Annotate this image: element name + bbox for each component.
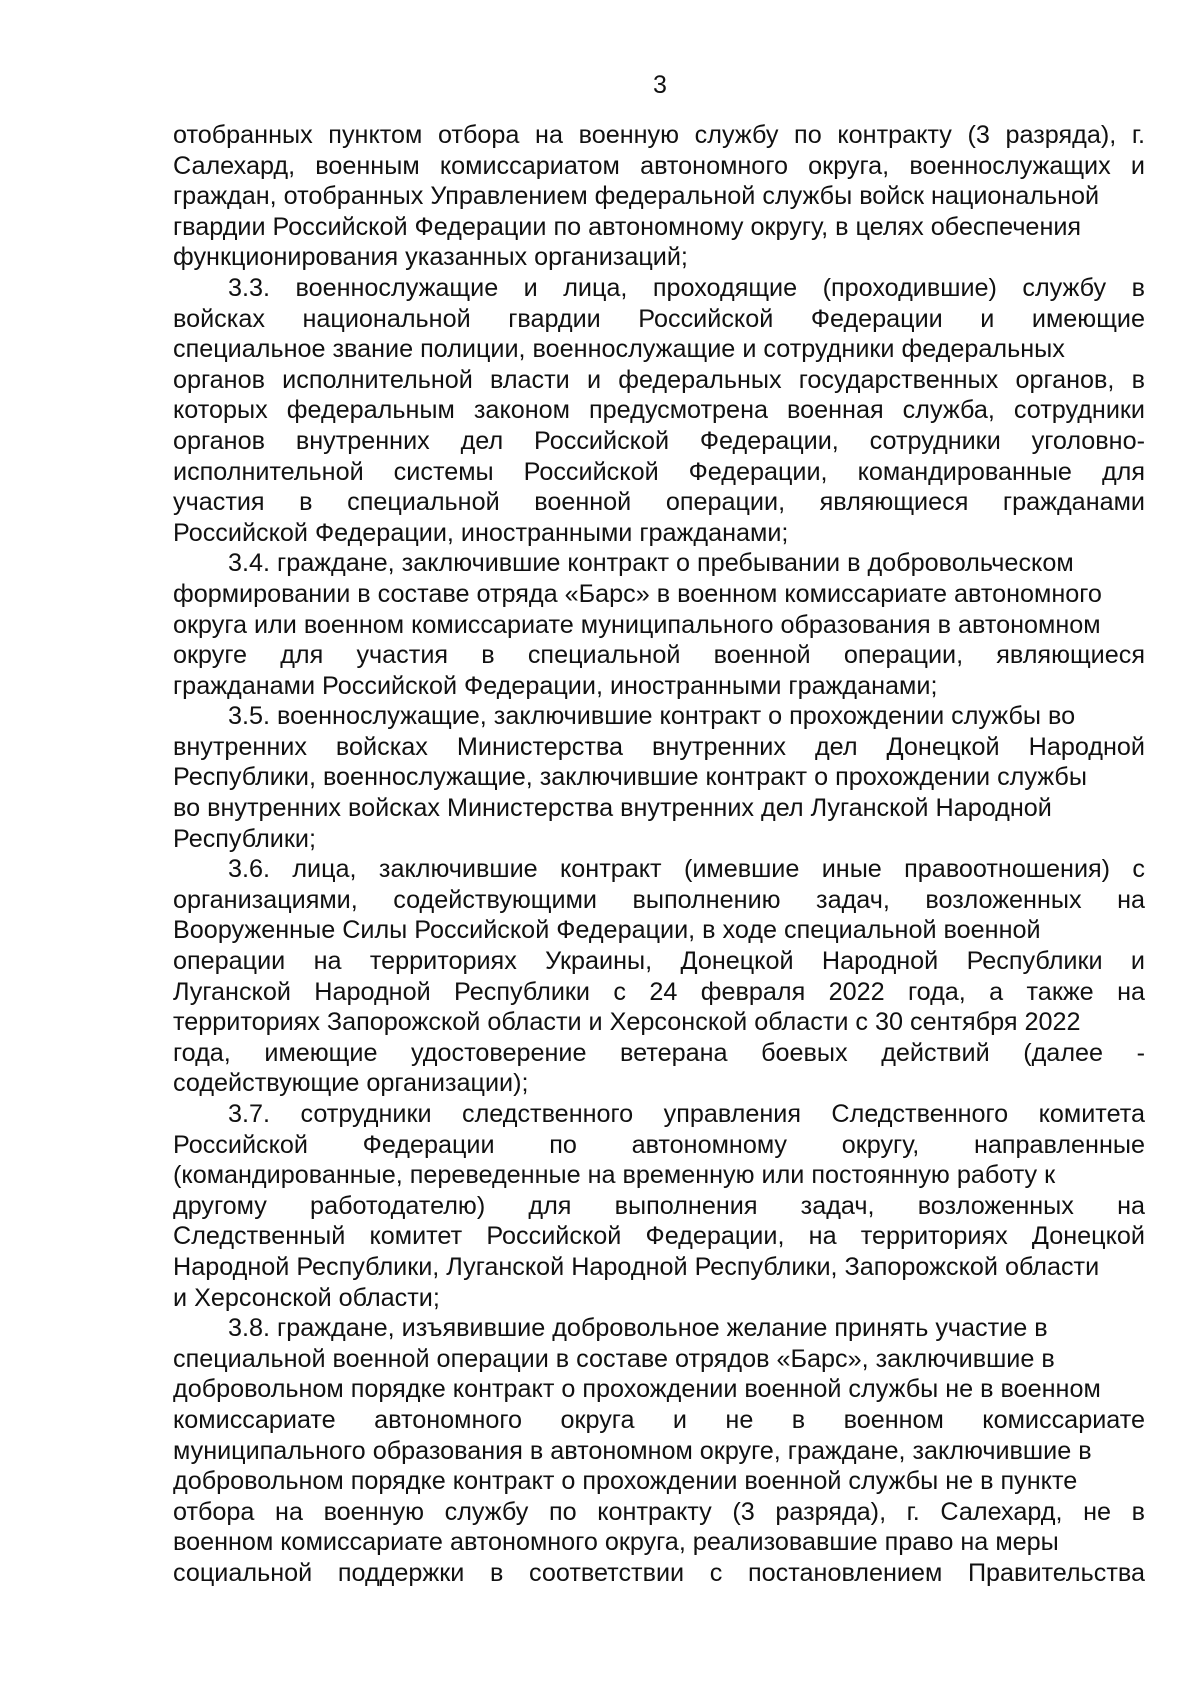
text-line: Российской Федерации, иностранными гражданами; xyxy=(173,518,789,547)
text-line: отобранных пунктом отбора на военную службу по контракту (3 разряда), г. xyxy=(173,121,1145,149)
text-line: территориях Запорожской области и Херсонской области с 30 сентября 2022 xyxy=(173,1008,1081,1037)
text-line: Республики; xyxy=(173,824,316,853)
text-line: которых федеральным законом предусмотрена военная служба, сотрудники xyxy=(173,396,1145,425)
text-line: комиссариате автономного округа и не в военном комиссариате xyxy=(173,1405,1145,1434)
text-line: гражданами Российской Федерации, иностранными гражданами; xyxy=(173,671,938,700)
text-line: операции на территориях Украины, Донецкой Народной Республики и xyxy=(173,947,1145,976)
text-line: Российской Федерации по автономному округу, направленные xyxy=(173,1130,1145,1159)
text-line: войсках национальной гвардии Российской Федерации и имеющие xyxy=(173,304,1145,333)
text-line: Луганской Народной Республики с 24 февраля 2022 года, а также на xyxy=(173,977,1145,1006)
text-line: специальное звание полиции, военнослужащие и сотрудники федеральных xyxy=(173,335,1065,364)
text-line: во внутренних войсках Министерства внутренних дел Луганской Народной xyxy=(173,794,1052,823)
page-number: 3 xyxy=(653,71,667,99)
text-line: военном комиссариате автономного округа, реализовавшие право на меры xyxy=(173,1528,1059,1557)
text-line: округа или военном комиссариате муниципального образования в автономном xyxy=(173,610,1101,639)
text-line: Салехард, военным комиссариатом автономного округа, военнослужащих и xyxy=(173,151,1145,180)
text-line: 3.6. лица, заключившие контракт (имевшие иные правоотношения) с xyxy=(228,855,1145,884)
text-line: 3.4. граждане, заключившие контракт о пребывании в добровольческом xyxy=(228,549,1074,578)
text-line: органов внутренних дел Российской Федерации, сотрудники уголовно- xyxy=(173,426,1145,455)
text-line: и Херсонской области; xyxy=(173,1283,440,1312)
text-line: исполнительной системы Российской Федерации, командированные для xyxy=(173,457,1145,486)
text-line: организациями, содействующими выполнению задач, возложенных на xyxy=(173,885,1145,914)
text-line: социальной поддержки в соответствии с постановлением Правительства xyxy=(173,1558,1145,1587)
document-body xyxy=(173,120,1145,1589)
text-line: года, имеющие удостоверение ветерана боевых действий (далее - xyxy=(173,1038,1145,1067)
text-line: 3.5. военнослужащие, заключившие контракт о прохождении службы во xyxy=(228,702,1076,731)
text-line: отбора на военную службу по контракту (3 разряда), г. Салехард, не в xyxy=(173,1497,1145,1526)
text-line: муниципального образования в автономном округе, граждане, заключившие в xyxy=(173,1436,1092,1465)
text-line: функционирования указанных организаций; xyxy=(173,243,688,272)
text-line: добровольном порядке контракт о прохождении военной службы не в пункте xyxy=(173,1467,1078,1496)
text-line: Вооруженные Силы Российской Федерации, в ходе специальной военной xyxy=(173,916,1041,945)
text-line: Республики, военнослужащие, заключившие контракт о прохождении службы xyxy=(173,763,1087,792)
text-line: Следственный комитет Российской Федерации, на территориях Донецкой xyxy=(173,1222,1145,1251)
text-line: 3.7. сотрудники следственного управления Следственного комитета xyxy=(228,1100,1145,1128)
text-line: внутренних войсках Министерства внутренних дел Донецкой Народной xyxy=(173,732,1145,761)
text-line: гвардии Российской Федерации по автономному округу, в целях обеспечения xyxy=(173,212,1082,241)
text-line: 3.3. военнослужащие и лица, проходящие (проходившие) службу в xyxy=(228,273,1145,302)
text-line: формировании в составе отряда «Барс» в военном комиссариате автономного xyxy=(173,579,1102,608)
text-line: специальной военной операции в составе отрядов «Барс», заключившие в xyxy=(173,1344,1055,1373)
text-line: округе для участия в специальной военной операции, являющиеся xyxy=(173,641,1145,670)
text-line: другому работодателю) для выполнения задач, возложенных на xyxy=(173,1191,1145,1220)
text-line: 3.8. граждане, изъявившие добровольное желание принять участие в xyxy=(228,1314,1048,1343)
text-line: содействующие организации); xyxy=(173,1069,529,1098)
text-line: органов исполнительной власти и федеральных государственных органов, в xyxy=(173,365,1145,394)
text-line: Народной Республики, Луганской Народной Республики, Запорожской области xyxy=(173,1252,1100,1281)
text-line: добровольном порядке контракт о прохождении военной службы не в военном xyxy=(173,1375,1101,1404)
text-line: граждан, отобранных Управлением федеральной службы войск национальной xyxy=(173,182,1100,211)
text-line: участия в специальной военной операции, являющиеся гражданами xyxy=(173,488,1145,517)
text-line: (командированные, переведенные на временную или постоянную работу к xyxy=(173,1161,1056,1190)
